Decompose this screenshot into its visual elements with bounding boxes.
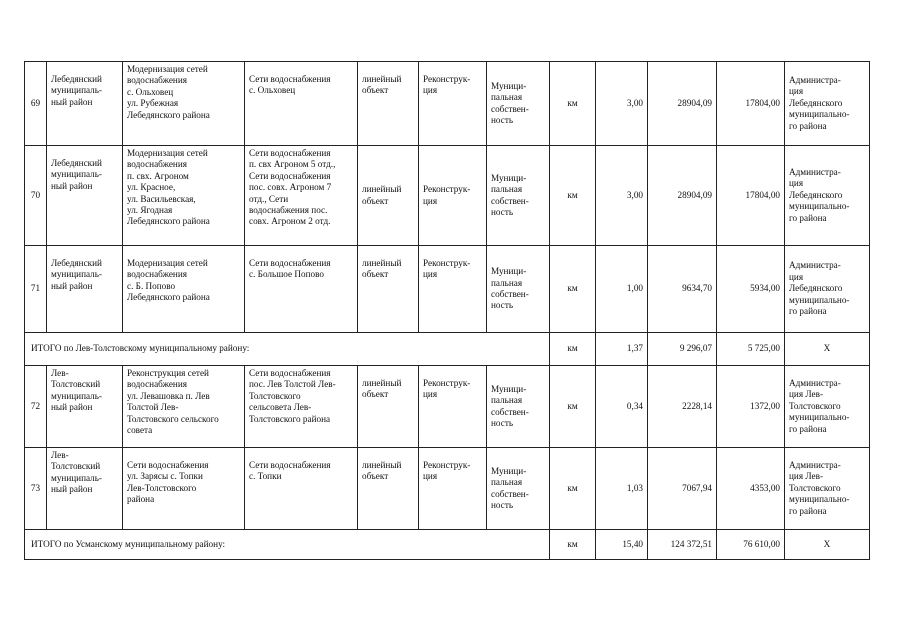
cost-second-cell: 4353,00 [717,448,785,530]
unit-cell: км [550,530,596,560]
district-cell: Лев- Толстовский муниципаль- ный район [47,366,123,448]
table-row [25,448,870,530]
object-type-cell: линейный объект [358,246,419,333]
ownership-cell: Муници- пальная собствен- ность [487,448,550,530]
cost-second-cell: 76 610,00 [717,530,785,560]
length-cell: 3,00 [596,62,648,146]
admin-cell: Администра- ция Лебедянского муниципально- го района [785,146,870,246]
row-number: 73 [25,448,47,530]
length-cell: 1,37 [596,333,648,366]
work-type-cell: Реконструк- ция [419,146,487,246]
cost-cell: 9 296,07 [648,333,717,366]
unit-cell: км [550,366,596,448]
total-row [25,333,870,366]
cost-cell: 2228,14 [648,366,717,448]
object-type-cell: линейный объект [358,146,419,246]
project-cell: Модернизация сетей водоснабжения с. Ольховец ул. Рубежная Лебедянского района [123,62,245,146]
object-cell: Сети водоснабжения с. Топки [245,448,358,530]
district-cell: Лев- Толстовский муниципаль- ный район [47,448,123,530]
district-cell: Лебедянский муниципаль- ный район [47,62,123,146]
project-cell: Модернизация сетей водоснабжения п. свх. Агроном ул. Красное, ул. Васильевская, ул. Ягодная Лебедянского района [123,146,245,246]
object-cell: Сети водоснабжения с. Ольховец [245,62,358,146]
cost-second-cell: 17804,00 [717,146,785,246]
cost-second-cell: 5 725,00 [717,333,785,366]
row-number: 72 [25,366,47,448]
district-cell: Лебедянский муниципаль- ный район [47,146,123,246]
total-label: ИТОГО по Усманскому муниципальному району: [25,530,550,560]
cost-cell: 124 372,51 [648,530,717,560]
work-type-cell: Реконструк- ция [419,62,487,146]
object-type-cell: линейный объект [358,62,419,146]
cost-cell: 9634,70 [648,246,717,333]
length-cell: 0,34 [596,366,648,448]
unit-cell: км [550,448,596,530]
table-row [25,246,870,333]
length-cell: 3,00 [596,146,648,246]
table-row [25,62,870,146]
project-cell: Сети водоснабжения ул. Зарясы с. Топки Лев-Толстовского района [123,448,245,530]
object-type-cell: линейный объект [358,366,419,448]
cost-cell: 7067,94 [648,448,717,530]
admin-cell: Администра- ция Лебедянского муниципально- го района [785,246,870,333]
cost-second-cell: 17804,00 [717,62,785,146]
length-cell: 1,03 [596,448,648,530]
row-number: 70 [25,146,47,246]
ownership-cell: Муници- пальная собствен- ность [487,366,550,448]
unit-cell: км [550,246,596,333]
investment-table [24,61,870,560]
cost-second-cell: 5934,00 [717,246,785,333]
work-type-cell: Реконструк- ция [419,246,487,333]
district-cell: Лебедянский муниципаль- ный район [47,246,123,333]
admin-cell: Х [785,333,870,366]
object-cell: Сети водоснабжения с. Большое Попово [245,246,358,333]
ownership-cell: Муници- пальная собствен- ность [487,146,550,246]
row-number: 69 [25,62,47,146]
work-type-cell: Реконструк- ция [419,366,487,448]
project-cell: Реконструкция сетей водоснабжения ул. Левашовка п. Лев Толстой Лев- Толстовского сельского совета [123,366,245,448]
cost-second-cell: 1372,00 [717,366,785,448]
admin-cell: Администра- ция Лев- Толстовского муниципально- го района [785,448,870,530]
cost-cell: 28904,09 [648,146,717,246]
unit-cell: км [550,333,596,366]
length-cell: 1,00 [596,246,648,333]
ownership-cell: Муници- пальная собствен- ность [487,62,550,146]
table-row [25,146,870,246]
unit-cell: км [550,62,596,146]
object-cell: Сети водоснабжения п. свх Агроном 5 отд., Сети водоснабжения пос. совх. Агроном 7 отд., Сети водоснабжения пос. совх. Агроном 2 отд. [245,146,358,246]
admin-cell: Администра- ция Лебедянского муниципально- го района [785,62,870,146]
object-type-cell: линейный объект [358,448,419,530]
row-number: 71 [25,246,47,333]
admin-cell: Администра- ция Лев- Толстовского муниципально- го района [785,366,870,448]
object-cell: Сети водоснабжения пос. Лев Толстой Лев- Толстовского сельсовета Лев- Толстовского района [245,366,358,448]
cost-cell: 28904,09 [648,62,717,146]
unit-cell: км [550,146,596,246]
total-label: ИТОГО по Лев-Толстовскому муниципальному району: [25,333,550,366]
admin-cell: Х [785,530,870,560]
total-row [25,530,870,560]
length-cell: 15,40 [596,530,648,560]
work-type-cell: Реконструк- ция [419,448,487,530]
project-cell: Модернизация сетей водоснабжения с. Б. Попово Лебедянского района [123,246,245,333]
ownership-cell: Муници- пальная собствен- ность [487,246,550,333]
table-row [25,366,870,448]
